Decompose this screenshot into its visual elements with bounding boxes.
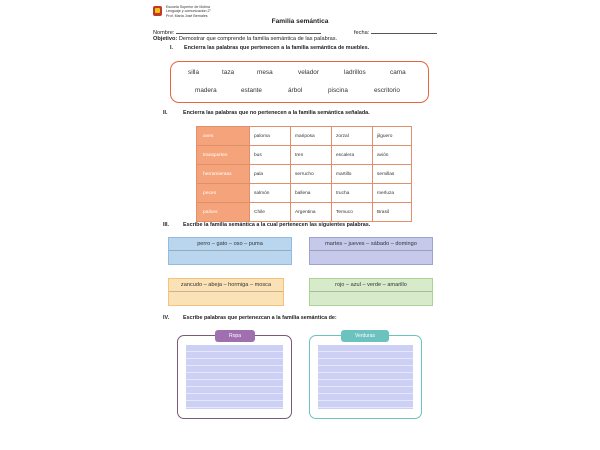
section-2-instruction — [163, 110, 370, 116]
course-name: Lenguaje y comunicación 2° — [166, 9, 211, 14]
section-1-instruction — [170, 45, 369, 51]
school-name: Escuela Superior de Molina — [166, 5, 210, 9]
family-answer-field[interactable] — [310, 292, 432, 306]
category-cell: países — [197, 203, 250, 222]
word-item[interactable]: taza — [222, 69, 235, 76]
date-field[interactable] — [354, 28, 437, 36]
category-cell: aves — [197, 127, 250, 146]
table-row — [197, 127, 412, 146]
section-1-number: I. — [170, 45, 173, 51]
table-row — [197, 184, 412, 203]
family-box — [309, 278, 433, 306]
word-cell[interactable]: jilguero — [373, 127, 412, 146]
word-item[interactable]: silla — [188, 69, 200, 76]
word-item[interactable]: ladrillos — [344, 69, 366, 76]
section-4-instruction — [163, 315, 337, 321]
word-cell[interactable]: martillo — [332, 165, 373, 184]
section-4-text: Escribe palabras que pertenezcan a la familia semántica de: — [183, 315, 337, 321]
date-label: fecha: — [354, 30, 370, 36]
card-verduras-label: Verduras — [341, 330, 389, 342]
words-box — [170, 61, 429, 103]
word-item[interactable]: madera — [195, 87, 217, 94]
word-cell[interactable]: trucha — [332, 184, 373, 203]
word-cell[interactable]: mariposa — [291, 127, 332, 146]
table-row — [197, 203, 412, 222]
card-verduras — [309, 335, 422, 419]
word-cell[interactable]: pala — [250, 165, 291, 184]
word-cell[interactable]: Brasil — [373, 203, 412, 222]
family-answer-field[interactable] — [169, 251, 291, 265]
word-cell[interactable]: escalera — [332, 146, 373, 165]
word-cell[interactable]: bus — [250, 146, 291, 165]
word-cell[interactable]: zorzal — [332, 127, 373, 146]
section-2-number: II. — [163, 110, 168, 116]
section-2-text: Encierra las palabras que no pertenecen a la familia semántica señalada. — [183, 110, 370, 116]
family-answer-field[interactable] — [310, 251, 432, 265]
word-item[interactable]: árbol — [288, 87, 303, 94]
name-field[interactable] — [153, 28, 321, 36]
word-cell[interactable]: avión — [373, 146, 412, 165]
word-cell[interactable]: paloma — [250, 127, 291, 146]
word-item[interactable]: cama — [390, 69, 406, 76]
category-cell: herramientas — [197, 165, 250, 184]
category-cell: peces — [197, 184, 250, 203]
family-words: zancudo – abeja – hormiga – mosca — [169, 279, 283, 292]
word-item[interactable]: estante — [241, 87, 262, 94]
word-item[interactable]: velador — [298, 69, 319, 76]
family-box — [168, 237, 292, 265]
section-3-number: III. — [163, 222, 169, 228]
name-line[interactable] — [176, 28, 321, 34]
section-1-text: Encierra las palabras que pertenecen a la familia semántica de muebles. — [184, 45, 370, 51]
semantic-family-table — [196, 126, 412, 222]
word-cell[interactable]: salmón — [250, 184, 291, 203]
word-cell[interactable]: tren — [291, 146, 332, 165]
section-3-instruction — [163, 222, 370, 228]
family-box — [168, 278, 284, 306]
word-item[interactable]: mesa — [257, 69, 273, 76]
page-title: Familia semántica — [271, 18, 329, 25]
table-row — [197, 146, 412, 165]
word-cell[interactable]: Chile — [250, 203, 291, 222]
school-logo-icon — [153, 6, 162, 16]
word-cell[interactable]: Temuco — [332, 203, 373, 222]
table-row — [197, 165, 412, 184]
word-cell[interactable]: merluza — [373, 184, 412, 203]
card-writing-area[interactable] — [186, 345, 283, 409]
objective-text: Demostrar que comprende la familia semántica de las palabras. — [178, 36, 338, 42]
card-writing-area[interactable] — [318, 345, 413, 409]
category-cell: transportes — [197, 146, 250, 165]
name-label: Nombre: — [153, 30, 175, 36]
section-4-number: IV. — [163, 315, 170, 321]
objective-label: Objetivo: — [153, 36, 178, 42]
word-cell[interactable]: ballena — [291, 184, 332, 203]
family-words: rojo – azul – verde – amarillo — [310, 279, 432, 292]
teacher-name: Prof. María José Bernales — [166, 13, 208, 18]
date-line[interactable] — [371, 28, 437, 34]
family-words: martes – jueves – sábado – domingo — [310, 238, 432, 251]
section-3-text: Escribe la familia semántica a la cual pertenecen las siguientes palabras. — [183, 222, 371, 228]
word-cell[interactable]: semillas — [373, 165, 412, 184]
card-ropa-label: Ropa — [215, 330, 255, 342]
family-words: perro – gato – oso – puma — [169, 238, 291, 251]
word-cell[interactable]: Argentina — [291, 203, 332, 222]
word-item[interactable]: piscina — [328, 87, 348, 94]
family-box — [309, 237, 433, 265]
family-answer-field[interactable] — [169, 292, 283, 306]
word-item[interactable]: escritorio — [374, 87, 400, 94]
word-cell[interactable]: serrucho — [291, 165, 332, 184]
objective — [153, 36, 337, 42]
card-ropa — [177, 335, 292, 419]
